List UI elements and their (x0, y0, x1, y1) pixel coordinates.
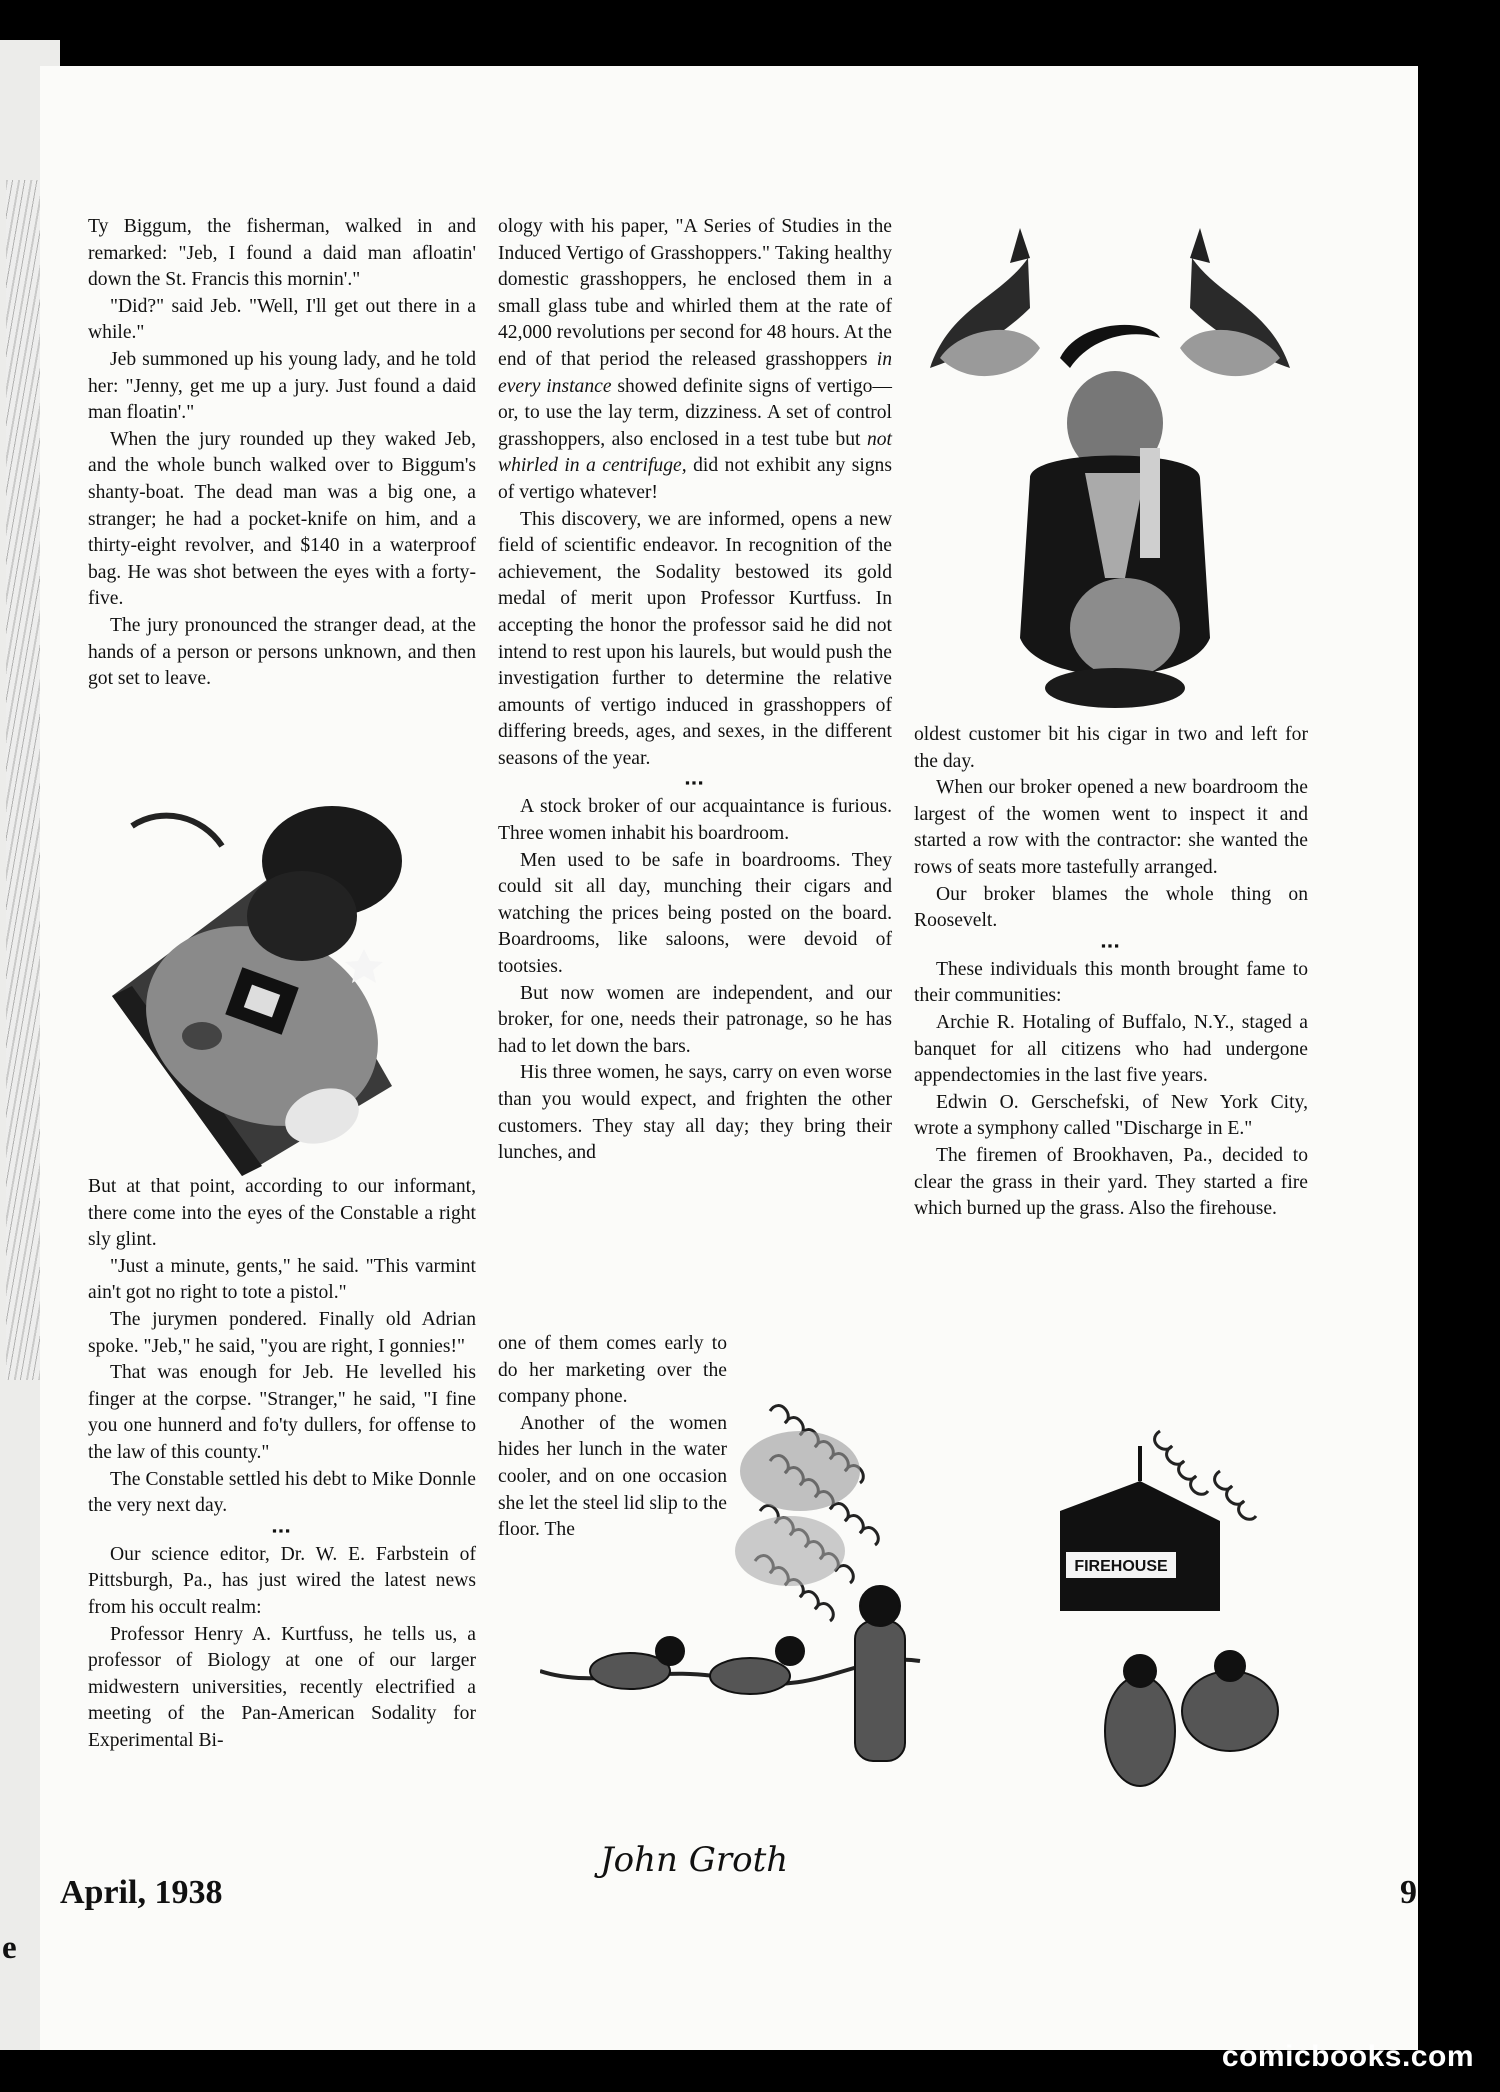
paragraph: Our science editor, Dr. W. E. Farbstein of Pittsburgh, Pa., has just wired the latest news from his occult realm: (88, 1543, 476, 1618)
paragraph: But now women are independent, and our broker, for one, needs their patronage, so he has had to let down the bars. (498, 982, 892, 1057)
column-2-top (498, 214, 892, 1167)
emphasis: not whirled in a centrifuge, (498, 428, 892, 477)
column-3 (914, 722, 1308, 1223)
paragraph: The firemen of Brookhaven, Pa., decided to clear the grass in their yard. They started a fire which burned up the grass. Also the firehouse. (914, 1144, 1308, 1220)
paragraph: This discovery, we are informed, opens a new field of scientific endeavor. In recognition of the achievement, the Sodality bestowed its gold medal of merit upon Professor Kurtfuss. In accepting the honor the professor said he did not intend to rest upon his laurels, but would push the investigation further to determine the relative amounts of vertigo induced in grasshoppers of differing breeds, ages, and sexes, in the different seasons of the year. (498, 508, 892, 769)
firehouse-illustration (540, 1351, 1340, 1931)
firehouse-sign: FIREHOUSE (1074, 1558, 1168, 1575)
watermark: comicbooks.com (1221, 2040, 1474, 2073)
paragraph: Our broker blames the whole thing on Roosevelt. (914, 883, 1308, 932)
paragraph: His three women, he says, carry on even worse than you would expect, and frighten the other customers. They stay all day; they bring their lunches, and (498, 1062, 892, 1164)
paragraph: Another of the women hides her lunch in the water cooler, and on one occasion she let the steel lid slip to the floor. The (498, 1412, 727, 1541)
paragraph: A stock broker of our acquaintance is furious. Three women inhabit his boardroom. (498, 796, 892, 845)
paragraph: one of them comes early to do her marketing over the company phone. (498, 1333, 727, 1408)
magazine-page (40, 66, 1418, 2050)
constable-illustration (92, 786, 482, 1186)
paragraph: Edwin O. Gerschefski, of New York City, wrote a symphony called "Discharge in E." (914, 1091, 1308, 1140)
column-1-top (88, 214, 476, 693)
paragraph: Professor Henry A. Kurtfuss, he tells us, a professor of Biology at one of our larger midwestern universities, recently electrified a meeting of the Pan-American Sodality for Experimental Bi- (88, 1623, 476, 1751)
paragraph: Men used to be safe in boardrooms. They could sit all day, munching their cigars and watching the prices being posted on the board. Boardrooms, like saloons, were devoid of tootsies. (498, 849, 892, 978)
paragraph: oldest customer bit his cigar in two and left for the day. (914, 724, 1308, 772)
paragraph: When our broker opened a new boardroom the largest of the women went to inspect it and started a row with the contractor: she wanted the rows of seats more tastefully arranged. (914, 777, 1308, 878)
paragraph: The Constable settled his debt to Mike Donnle the very next day. (88, 1468, 476, 1517)
paragraph: When the jury rounded up they waked Jeb, and the whole bunch walked over to Biggum's shanty-boat. The dead man was a big one, a stranger; he had a pocket-knife on him, and a thirty-eight revolver, and $140 in a waterproof bag. He was shot between the eyes with a forty-five. (88, 428, 476, 610)
paragraph: The jurymen pondered. Finally old Adrian spoke. "Jeb," he said, "you are right, I gonnies!" (88, 1308, 476, 1357)
prev-page-letter: e (2, 1930, 17, 1966)
paragraph: ology with his paper, "A Series of Studies in the Induced Vertigo of Grasshoppers." Taking healthy domestic grasshoppers, he enclosed them in a small glass tube and whirled them at the rate of 42,000 revolutions per second for 48 hours. At the end of that period the released grasshoppers in every instance showed definite signs of vertigo—or, to use the lay term, dizziness. A set of control grasshoppers, also enclosed in a test tube but not whirled in a centrifuge, did not exhibit any signs of vertigo whatever! (498, 216, 893, 503)
emphasis: in every instance (498, 348, 892, 397)
section-separator: ▪▪▪ (272, 1522, 292, 1538)
page-number: 9 (1400, 1874, 1417, 1911)
paragraph: Jeb summoned up his young lady, and he told her: "Jenny, get me up a jury. Just found a daid man floatin'." (88, 348, 476, 424)
section-separator: ▪▪▪ (685, 775, 705, 791)
paragraph: That was enough for Jeb. He levelled his finger at the corpse. "Stranger," he said, "I fine you one hunnerd and fo'ty dullers, for offense to the law of this county." (88, 1362, 476, 1463)
paragraph: But at that point, according to our informant, there come into the eyes of the Constable a right sly glint. (88, 1176, 476, 1251)
paragraph: "Did?" said Jeb. "Well, I'll get out there in a while." (88, 295, 476, 344)
column-1-bottom (88, 1174, 476, 1754)
artist-signature: John Groth (600, 1840, 789, 1880)
paragraph: These individuals this month brought fame to their communities: (914, 958, 1308, 1007)
paragraph: Archie R. Hotaling of Buffalo, N.Y., staged a banquet for all citizens who had undergone appendectomies in the last five years. (914, 1011, 1308, 1087)
paragraph: Ty Biggum, the fisherman, walked in and remarked: "Jeb, I found a daid man afloatin' down the St. Francis this mornin'." (88, 216, 476, 291)
issue-date: April, 1938 (60, 1874, 223, 1911)
section-separator: ▪▪▪ (1101, 937, 1121, 953)
paragraph: The jury pronounced the stranger dead, at the hands of a person or persons unknown, and then got set to leave. (88, 614, 476, 690)
paragraph: "Just a minute, gents," he said. "This varmint ain't got no right to tote a pistol." (88, 1255, 476, 1304)
professor-illustration (910, 218, 1320, 738)
